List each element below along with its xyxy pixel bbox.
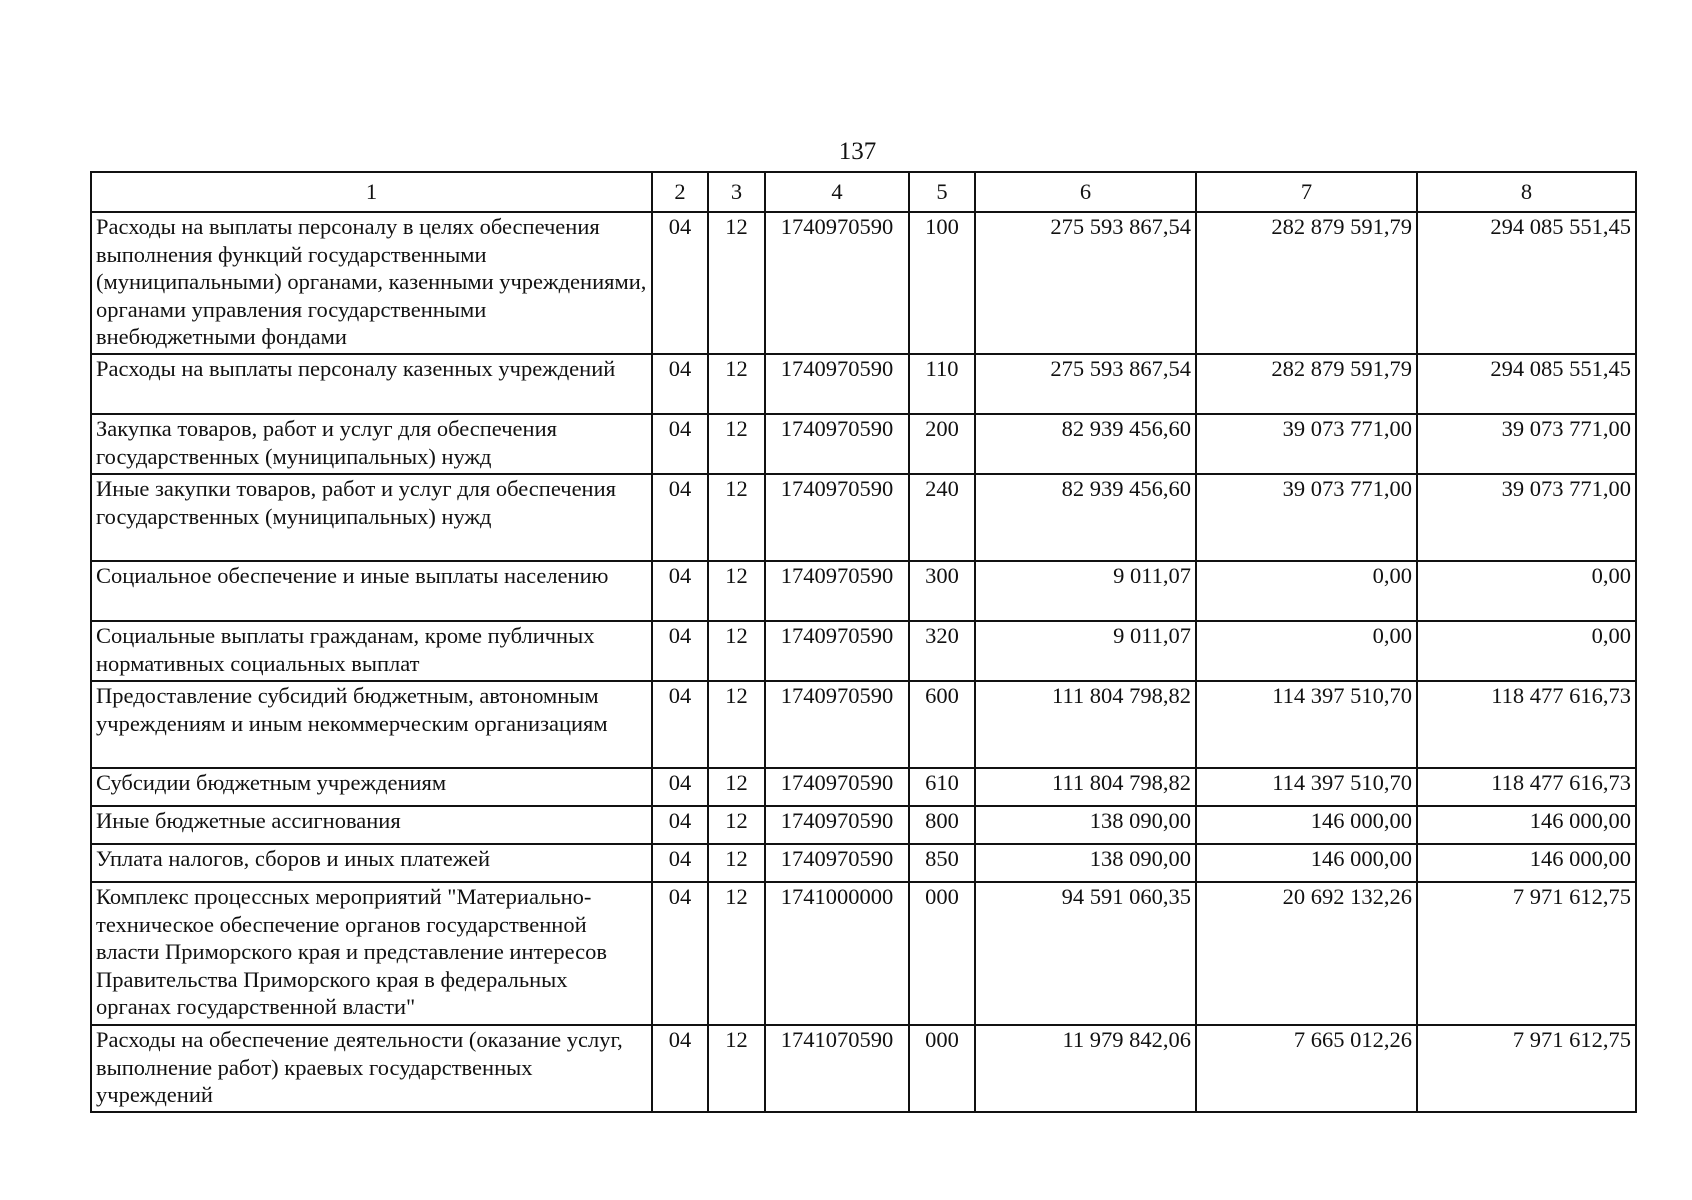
amount-col8-cell: 0,00 xyxy=(1417,621,1636,681)
header-cell-5: 5 xyxy=(909,172,975,212)
amount-col8-cell: 39 073 771,00 xyxy=(1417,474,1636,561)
section-code-cell: 04 xyxy=(652,561,708,621)
section-code-cell: 04 xyxy=(652,1025,708,1112)
subsection-code-cell: 12 xyxy=(708,882,765,1025)
amount-col7-cell: 282 879 591,79 xyxy=(1196,354,1417,414)
expense-type-cell: 600 xyxy=(909,681,975,768)
header-cell-2: 2 xyxy=(652,172,708,212)
header-cell-6: 6 xyxy=(975,172,1196,212)
header-row xyxy=(91,172,1636,212)
expense-type-cell: 100 xyxy=(909,212,975,354)
expense-name-cell: Расходы на выплаты персоналу в целях обеспечения выполнения функций государственными (муниципальными) органами, казенными учреждениями, органами управления государственными внебюджетными фондами xyxy=(91,212,652,354)
amount-col7-cell: 7 665 012,26 xyxy=(1196,1025,1417,1112)
header-cell-4: 4 xyxy=(765,172,909,212)
table-row xyxy=(91,354,1636,414)
section-code-cell: 04 xyxy=(652,212,708,354)
amount-col8-cell: 118 477 616,73 xyxy=(1417,681,1636,768)
target-article-cell: 1740970590 xyxy=(765,806,909,844)
section-code-cell: 04 xyxy=(652,882,708,1025)
table-row xyxy=(91,1025,1636,1112)
header-cell-8: 8 xyxy=(1417,172,1636,212)
amount-col6-cell: 275 593 867,54 xyxy=(975,212,1196,354)
subsection-code-cell: 12 xyxy=(708,414,765,474)
expense-name-cell: Иные бюджетные ассигнования xyxy=(91,806,652,844)
subsection-code-cell: 12 xyxy=(708,681,765,768)
table-row xyxy=(91,768,1636,806)
amount-col6-cell: 82 939 456,60 xyxy=(975,414,1196,474)
amount-col8-cell: 118 477 616,73 xyxy=(1417,768,1636,806)
subsection-code-cell: 12 xyxy=(708,354,765,414)
amount-col7-cell: 114 397 510,70 xyxy=(1196,768,1417,806)
amount-col6-cell: 275 593 867,54 xyxy=(975,354,1196,414)
expense-name-cell: Социальные выплаты гражданам, кроме публичных нормативных социальных выплат xyxy=(91,621,652,681)
amount-col6-cell: 9 011,07 xyxy=(975,561,1196,621)
target-article-cell: 1740970590 xyxy=(765,474,909,561)
expense-name-cell: Иные закупки товаров, работ и услуг для обеспечения государственных (муниципальных) нужд xyxy=(91,474,652,561)
table-row xyxy=(91,212,1636,354)
amount-col8-cell: 294 085 551,45 xyxy=(1417,212,1636,354)
subsection-code-cell: 12 xyxy=(708,1025,765,1112)
expense-type-cell: 000 xyxy=(909,882,975,1025)
expense-name-cell: Расходы на обеспечение деятельности (оказание услуг, выполнение работ) краевых государственных учреждений xyxy=(91,1025,652,1112)
section-code-cell: 04 xyxy=(652,474,708,561)
header-cell-1: 1 xyxy=(91,172,652,212)
amount-col8-cell: 7 971 612,75 xyxy=(1417,882,1636,1025)
subsection-code-cell: 12 xyxy=(708,474,765,561)
expense-type-cell: 320 xyxy=(909,621,975,681)
target-article-cell: 1740970590 xyxy=(765,681,909,768)
expense-type-cell: 850 xyxy=(909,844,975,882)
subsection-code-cell: 12 xyxy=(708,768,765,806)
expense-type-cell: 000 xyxy=(909,1025,975,1112)
table-row xyxy=(91,681,1636,768)
header-cell-7: 7 xyxy=(1196,172,1417,212)
expense-type-cell: 240 xyxy=(909,474,975,561)
amount-col7-cell: 39 073 771,00 xyxy=(1196,474,1417,561)
budget-table xyxy=(90,171,1637,1113)
amount-col8-cell: 146 000,00 xyxy=(1417,806,1636,844)
amount-col8-cell: 7 971 612,75 xyxy=(1417,1025,1636,1112)
table-row xyxy=(91,806,1636,844)
target-article-cell: 1741070590 xyxy=(765,1025,909,1112)
page-number: 137 xyxy=(838,138,877,165)
expense-name-cell: Предоставление субсидий бюджетным, автономным учреждениям и иным некоммерческим организациям xyxy=(91,681,652,768)
amount-col7-cell: 39 073 771,00 xyxy=(1196,414,1417,474)
table-header xyxy=(91,172,1636,212)
section-code-cell: 04 xyxy=(652,414,708,474)
expense-name-cell: Субсидии бюджетным учреждениям xyxy=(91,768,652,806)
table-row xyxy=(91,621,1636,681)
section-code-cell: 04 xyxy=(652,681,708,768)
target-article-cell: 1740970590 xyxy=(765,621,909,681)
amount-col8-cell: 39 073 771,00 xyxy=(1417,414,1636,474)
amount-col8-cell: 146 000,00 xyxy=(1417,844,1636,882)
subsection-code-cell: 12 xyxy=(708,561,765,621)
expense-name-cell: Расходы на выплаты персоналу казенных учреждений xyxy=(91,354,652,414)
expense-name-cell: Закупка товаров, работ и услуг для обеспечения государственных (муниципальных) нужд xyxy=(91,414,652,474)
amount-col8-cell: 294 085 551,45 xyxy=(1417,354,1636,414)
target-article-cell: 1740970590 xyxy=(765,561,909,621)
table-body xyxy=(91,212,1636,1112)
section-code-cell: 04 xyxy=(652,354,708,414)
subsection-code-cell: 12 xyxy=(708,806,765,844)
amount-col6-cell: 11 979 842,06 xyxy=(975,1025,1196,1112)
amount-col6-cell: 9 011,07 xyxy=(975,621,1196,681)
amount-col6-cell: 94 591 060,35 xyxy=(975,882,1196,1025)
amount-col7-cell: 146 000,00 xyxy=(1196,806,1417,844)
header-cell-3: 3 xyxy=(708,172,765,212)
amount-col6-cell: 82 939 456,60 xyxy=(975,474,1196,561)
target-article-cell: 1741000000 xyxy=(765,882,909,1025)
expense-type-cell: 110 xyxy=(909,354,975,414)
amount-col6-cell: 138 090,00 xyxy=(975,806,1196,844)
target-article-cell: 1740970590 xyxy=(765,768,909,806)
amount-col7-cell: 282 879 591,79 xyxy=(1196,212,1417,354)
amount-col6-cell: 111 804 798,82 xyxy=(975,768,1196,806)
expense-name-cell: Социальное обеспечение и иные выплаты населению xyxy=(91,561,652,621)
subsection-code-cell: 12 xyxy=(708,844,765,882)
target-article-cell: 1740970590 xyxy=(765,844,909,882)
section-code-cell: 04 xyxy=(652,768,708,806)
subsection-code-cell: 12 xyxy=(708,621,765,681)
target-article-cell: 1740970590 xyxy=(765,354,909,414)
amount-col7-cell: 0,00 xyxy=(1196,621,1417,681)
section-code-cell: 04 xyxy=(652,844,708,882)
amount-col7-cell: 20 692 132,26 xyxy=(1196,882,1417,1025)
expense-type-cell: 300 xyxy=(909,561,975,621)
amount-col6-cell: 138 090,00 xyxy=(975,844,1196,882)
target-article-cell: 1740970590 xyxy=(765,414,909,474)
subsection-code-cell: 12 xyxy=(708,212,765,354)
expense-type-cell: 610 xyxy=(909,768,975,806)
expense-name-cell: Уплата налогов, сборов и иных платежей xyxy=(91,844,652,882)
expense-type-cell: 200 xyxy=(909,414,975,474)
amount-col6-cell: 111 804 798,82 xyxy=(975,681,1196,768)
target-article-cell: 1740970590 xyxy=(765,212,909,354)
amount-col7-cell: 114 397 510,70 xyxy=(1196,681,1417,768)
table-row xyxy=(91,561,1636,621)
amount-col7-cell: 0,00 xyxy=(1196,561,1417,621)
section-code-cell: 04 xyxy=(652,621,708,681)
expense-type-cell: 800 xyxy=(909,806,975,844)
table-row xyxy=(91,414,1636,474)
section-code-cell: 04 xyxy=(652,806,708,844)
amount-col7-cell: 146 000,00 xyxy=(1196,844,1417,882)
amount-col8-cell: 0,00 xyxy=(1417,561,1636,621)
expense-name-cell: Комплекс процессных мероприятий "Материально-техническое обеспечение органов государственной власти Приморского края и представление интересов Правительства Приморского края в федеральных органах государственной власти" xyxy=(91,882,652,1025)
table-row xyxy=(91,844,1636,882)
table-row xyxy=(91,474,1636,561)
table-row xyxy=(91,882,1636,1025)
